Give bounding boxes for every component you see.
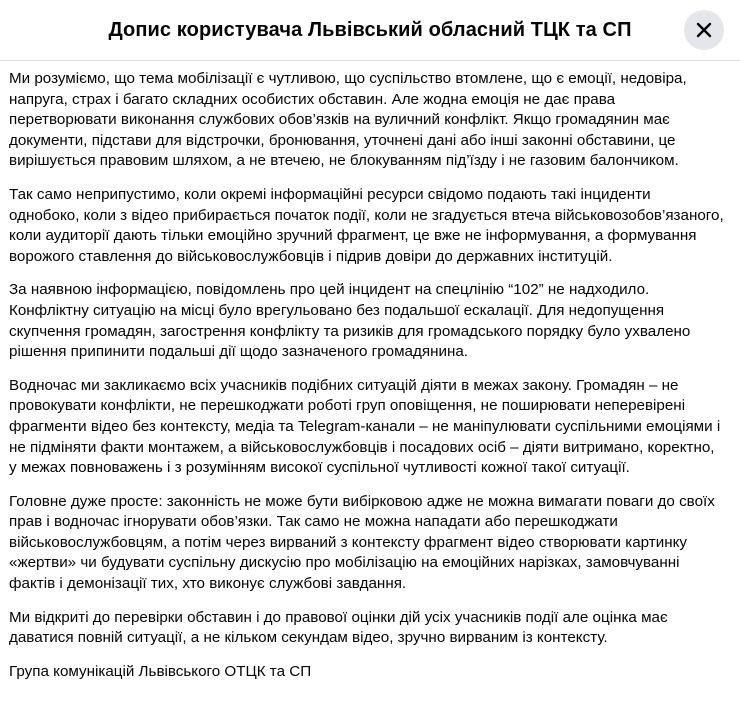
post-paragraph: Головне дуже просте: законність не може бути вибірковою адже не можна вимагати поваги до своїх прав і водночас ігнорувати обов’язки. Так само не можна нападати або перешкоджати військовослужбовцям, а потім через вирваний з контексту фрагмент відео створювати картинку «жертви» чи будувати суспільну дискусію про мобілізацію на емоційних нарізках, замовчуванні фактів і демонізації тих, хто виконує службові завдання. [9,492,715,593]
close-icon [694,20,714,40]
close-button[interactable] [684,10,724,50]
post-paragraph: Так само неприпустимо, коли окремі інформаційні ресурси свідомо подають такі інциденти однобоко, коли з відео прибирається початок події, коли не згадується втеча військовозобов’язаного, коли аудиторії дають тільки емоційно зручний фрагмент, це вже не інформування, а формування ворожого ставлення до військовослужбовців і підрив довіри до державних інституцій. [9,185,724,265]
dialog-header [0,0,740,61]
post-paragraph: Водночас ми закликаємо всіх учасників подібних ситуацій діяти в межах закону. Громадян – не провокувати конфлікти, не перешкоджати роботі груп оповіщення, не поширювати неперевірені фрагменти відео без контексту, медіа та Telegram-канали – не маніпулювати суспільними емоціями і не підміняти факти монтажем, а військовослужбовців і посадових осіб – діяти витримано, коректно, у межах повноважень і з розумінням високої суспільної чутливості кожної такої ситуації. [9,376,721,477]
dialog-title: Допис користувача Львівський обласний ТЦК та СП [108,18,632,41]
post-body [0,61,740,682]
post-paragraph: Ми розуміємо, що тема мобілізації є чутливою, що суспільство втомлене, що є емоції, недовіра, напруга, страх і багато складних особистих обставин. Але жодна емоція не дає права перетворювати виконання службових обов’язків на вуличний конфлікт. Якщо громадянин має документи, підстави для відстрочки, бронювання, уточнені дані або інші законні обставини, це вирішується правовим шляхом, а не втечею, не блокуванням під’їзду і не газовим балончиком. [9,70,687,170]
post-paragraph: За наявною інформацією, повідомлень про цей інцидент на спецлінію “102” не надходило. Конфліктну ситуацію на місці було врегульовано без подальшої ескалації. Для недопущення скупчення громадян, загострення конфлікту та ризиків для громадського порядку було ухвалено рішення припинити подальші дії щодо зазначеного громадянина. [9,281,691,361]
post-signature: Група комунікацій Львівського ОТЦК та СП [9,662,312,680]
post-paragraph: Ми відкриті до перевірки обставин і до правової оцінки дій усіх учасників події але оцінка має даватися повній ситуації, а не кільком секундам відео, зручно вирваним із контексту. [9,608,668,647]
